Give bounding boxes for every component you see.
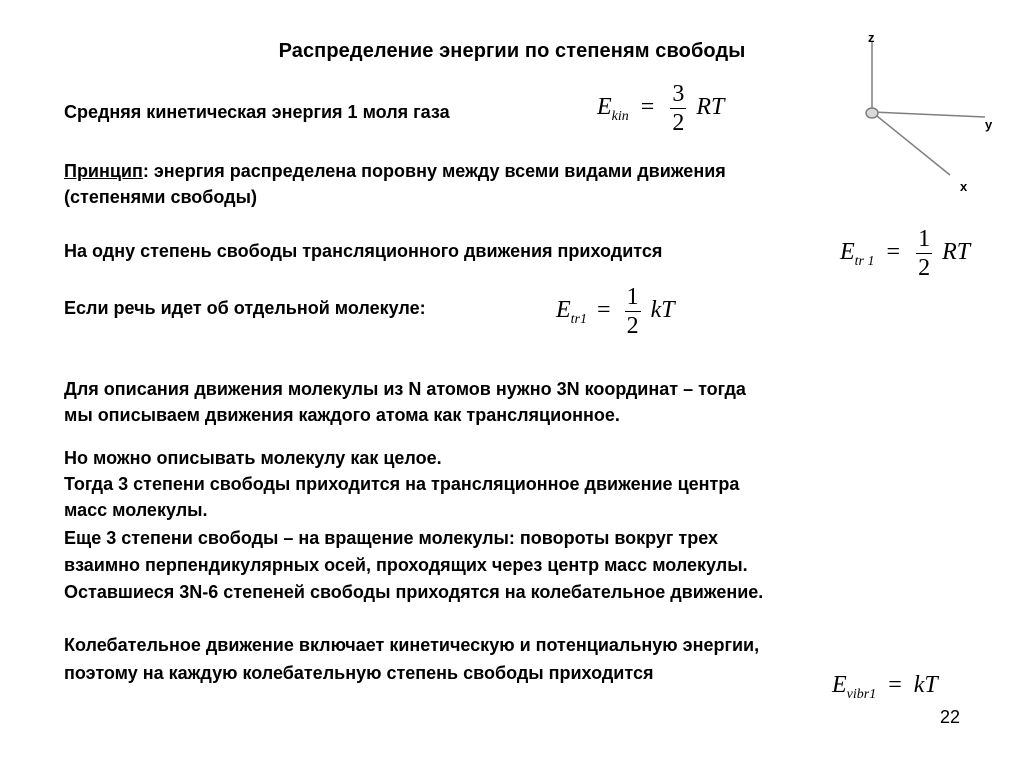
fraction-numerator: 1 — [626, 284, 639, 310]
translational-text: На одну степень свободы трансляционного движения приходится — [64, 241, 663, 261]
axis-label-y: y — [985, 117, 993, 132]
formula-equals: = — [888, 672, 902, 698]
axes-diagram — [840, 30, 993, 200]
formula-ekin — [597, 80, 724, 137]
formula-symbol: E — [556, 297, 571, 324]
para2-line-6: Оставшиеся 3N-6 степеней свободы приходятся на колебательное движение. — [64, 582, 764, 602]
formula-fraction — [916, 225, 932, 282]
para2-line-4: Еще 3 степени свободы – на вращение молекулы: повороты вокруг трех — [64, 528, 719, 548]
fraction-numerator: 1 — [918, 226, 931, 252]
fraction-denominator: 2 — [672, 110, 685, 136]
fraction-denominator: 2 — [626, 313, 639, 339]
formula-equals: = — [886, 239, 901, 266]
formula-tail: RT — [942, 239, 971, 266]
single-molecule-text: Если речь идет об отдельной молекуле: — [64, 298, 426, 318]
formula-subscript: tr1 — [570, 311, 588, 327]
formula-tail: kT — [913, 672, 938, 698]
formula-subscript: vibr1 — [846, 686, 877, 702]
formula-fraction — [670, 80, 686, 137]
formula-symbol: E — [840, 239, 855, 266]
formula-fraction — [625, 283, 641, 340]
para1-line-2: мы описываем движения каждого атома как трансляционное. — [64, 405, 620, 425]
para2-line-5: взаимно перпендикулярных осей, проходящих через центр масс молекулы. — [64, 555, 748, 575]
principle-label: Принцип — [64, 161, 143, 181]
formula-tail: RT — [696, 94, 725, 121]
page-number: 22 — [939, 707, 960, 727]
para2-line-1: Но можно описывать молекулу как целое. — [64, 448, 442, 468]
avg-kinetic-energy-text: Средняя кинетическая энергия 1 моля газа — [64, 102, 450, 122]
axis-label-z: z — [868, 30, 875, 45]
principle-line — [64, 158, 726, 184]
formula-equals: = — [597, 297, 611, 324]
formula-equals: = — [640, 94, 655, 121]
slide-title: Распределение энергии по степеням свободы — [278, 40, 746, 62]
para2-line-3: масс молекулы. — [64, 500, 208, 520]
formula-etr1-mole — [840, 225, 970, 282]
para3-line-2: поэтому на каждую колебательную степень свободы приходится — [64, 663, 654, 683]
y-axis — [872, 112, 985, 117]
axes-origin — [866, 108, 878, 118]
fraction-numerator: 3 — [672, 81, 685, 107]
formula-subscript: kin — [611, 108, 629, 124]
principle-line-2: (степенями свободы) — [64, 187, 257, 207]
principle-text: : энергия распределена поровну между всеми видами движения — [142, 161, 726, 181]
formula-evib — [832, 672, 938, 703]
formula-etr1-molecule — [556, 283, 675, 340]
para2-line-2: Тогда 3 степени свободы приходится на трансляционное движение центра — [64, 474, 740, 494]
formula-tail: kT — [650, 297, 675, 324]
para3-line-1: Колебательное движение включает кинетическую и потенциальную энергии, — [64, 635, 760, 655]
para1-line-1: Для описания движения молекулы из N атомов нужно 3N координат – тогда — [64, 379, 746, 399]
formula-symbol: E — [832, 672, 847, 698]
x-axis — [872, 112, 950, 175]
fraction-denominator: 2 — [918, 255, 931, 281]
axis-label-x: x — [960, 179, 968, 194]
formula-subscript: tr 1 — [854, 253, 875, 269]
formula-symbol: E — [597, 94, 612, 121]
